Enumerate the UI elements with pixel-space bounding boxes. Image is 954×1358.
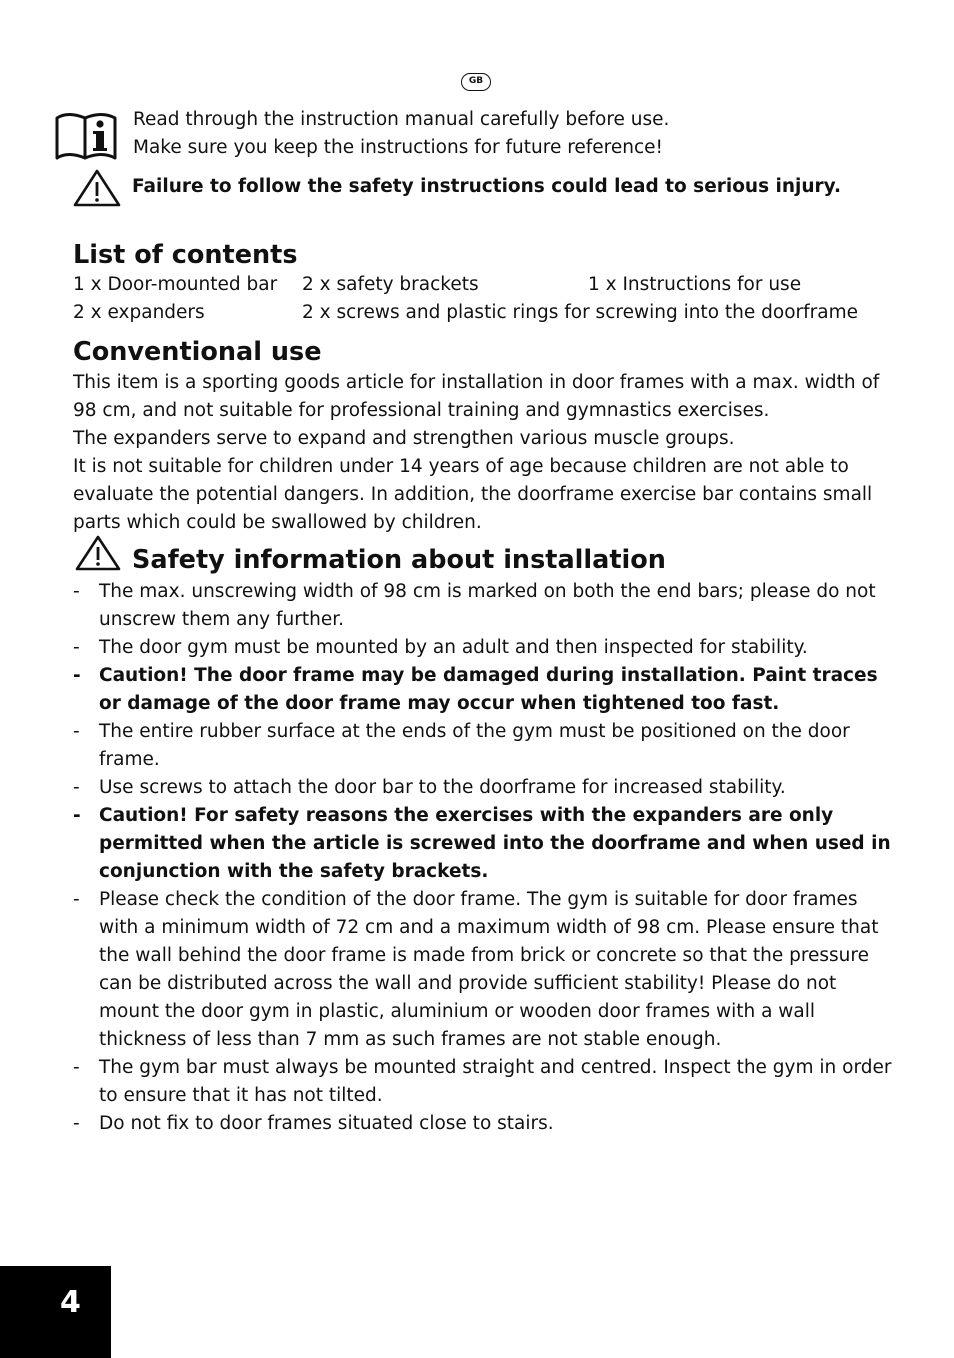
safety-warning: Failure to follow the safety instructions could lead to serious injury. — [132, 176, 842, 197]
list-item — [73, 1110, 893, 1138]
contents-row — [73, 271, 883, 299]
list-item — [73, 662, 893, 718]
list-dash: - — [73, 889, 80, 910]
list-item-text: The entire rubber surface at the ends of the gym must be positioned on the door frame. — [99, 721, 850, 770]
conventional-use-heading: Conventional use — [73, 337, 322, 367]
list-item-text: Caution! The door frame may be damaged during installation. Paint traces or damage of the door frame may occur when tightened too fast. — [99, 665, 878, 714]
list-item-text: Please check the condition of the door frame. The gym is suitable for door frames with a minimum width of 72 cm and a maximum width of 98 cm. Please ensure that the wall behind the door frame is made from brick or concrete so that the pressure can be distributed across the wall and provide sufficient stability! Please do not mount the door gym in plastic, aluminium or wooden door frames with a wall thickness of less than 7 mm as such frames are not stable enough. — [99, 889, 879, 1050]
paragraph: The expanders serve to expand and strengthen various muscle groups. — [73, 428, 735, 449]
page-number-box — [0, 1266, 111, 1358]
intro-text — [133, 106, 669, 162]
contents-item: 1 x Door-mounted bar — [73, 274, 278, 295]
list-item — [73, 774, 893, 802]
list-item-text: The max. unscrewing width of 98 cm is marked on both the end bars; please do not unscrew them any further. — [99, 581, 876, 630]
warning-triangle-icon — [72, 168, 122, 208]
conventional-use-text — [73, 369, 883, 537]
list-item-text: Use screws to attach the door bar to the doorframe for increased stability. — [99, 777, 786, 798]
list-dash: - — [73, 1057, 80, 1078]
list-dash: - — [73, 637, 80, 658]
list-dash: - — [73, 1113, 80, 1134]
contents-item: 2 x screws and plastic rings for screwing into the doorframe — [302, 302, 858, 323]
list-dash: - — [73, 721, 80, 742]
list-item — [73, 578, 893, 634]
list-item — [73, 634, 893, 662]
list-dash: - — [73, 581, 80, 602]
list-item — [73, 1054, 893, 1110]
safety-list — [73, 578, 893, 1138]
info-book-icon — [54, 106, 118, 160]
contents-row — [73, 299, 883, 327]
list-dash: - — [73, 777, 80, 798]
paragraph: It is not suitable for children under 14 years of age because children are not able to evaluate the potential dangers. In addition, the doorframe exercise bar contains small parts which could be swallowed by children. — [73, 456, 873, 533]
list-item — [73, 718, 893, 774]
paragraph: This item is a sporting goods article for installation in door frames with a max. width of 98 cm, and not suitable for professional training and gymnastics exercises. — [73, 372, 880, 421]
list-item-text: The door gym must be mounted by an adult and then inspected for stability. — [99, 637, 808, 658]
intro-line: Read through the instruction manual carefully before use. — [133, 109, 670, 130]
contents-item: 1 x Instructions for use — [588, 274, 802, 295]
list-item-text: Do not fix to door frames situated close to stairs. — [99, 1113, 554, 1134]
warning-triangle-icon — [74, 534, 122, 572]
list-item-text: Caution! For safety reasons the exercises with the expanders are only permitted when the article is screwed into the doorframe and when used in conjunction with the safety brackets. — [99, 805, 891, 882]
list-dash: - — [73, 665, 81, 686]
contents-heading: List of contents — [73, 240, 298, 270]
page-number: 4 — [60, 1285, 81, 1320]
list-item — [73, 802, 893, 886]
list-item-text: The gym bar must always be mounted straight and centred. Inspect the gym in order to ensure that it has not tilted. — [99, 1057, 892, 1106]
contents-item: 2 x expanders — [73, 302, 205, 323]
language-badge: GB — [461, 73, 491, 91]
intro-line: Make sure you keep the instructions for future reference! — [133, 137, 663, 158]
list-item — [73, 886, 893, 1054]
contents-item: 2 x safety brackets — [302, 274, 479, 295]
list-dash: - — [73, 805, 81, 826]
safety-heading: Safety information about installation — [132, 545, 666, 575]
